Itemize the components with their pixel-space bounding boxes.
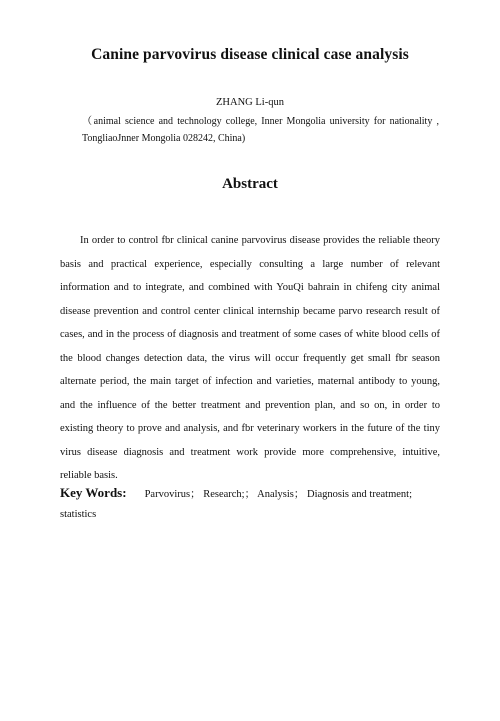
author-affiliation: （animal science and technology college, Inner Mongolia university for nationality , TongliaoJnner Mongolia 028242, China) xyxy=(82,116,439,144)
abstract-heading: Abstract xyxy=(222,176,278,192)
keywords-label: Key Words: xyxy=(60,485,127,500)
keywords-line xyxy=(60,483,440,525)
abstract-body: In order to control fbr clinical canine parvovirus disease provides the reliable theory basis and practical experience, especially consulting a large number of relevant information and to integrate, and combined with YouQi bahrain in chifeng city animal disease prevention and control center clinical internship became parvo research result of cases, and in the process of diagnosis and treatment of some cases of white blood cells of the blood changes detection data, the virus will occur frequently get small fbr season alternate period, the main target of infection and varieties, maternal antibody to young, and the influence of the better treatment and prevention plan, and so on, in order to existing theory to prove and analysis, and fbr veterinary workers in the future of the tiny virus disease diagnosis and treatment work provide more comprehensive, intuitive, reliable basis. xyxy=(60,235,440,481)
author-name: ZHANG Li-qun xyxy=(216,97,284,108)
paper-title: Canine parvovirus disease clinical case analysis xyxy=(91,46,409,63)
keywords-list: Parvovirus； Research;； Analysis； Diagnosis and treatment; statistics xyxy=(60,489,412,520)
